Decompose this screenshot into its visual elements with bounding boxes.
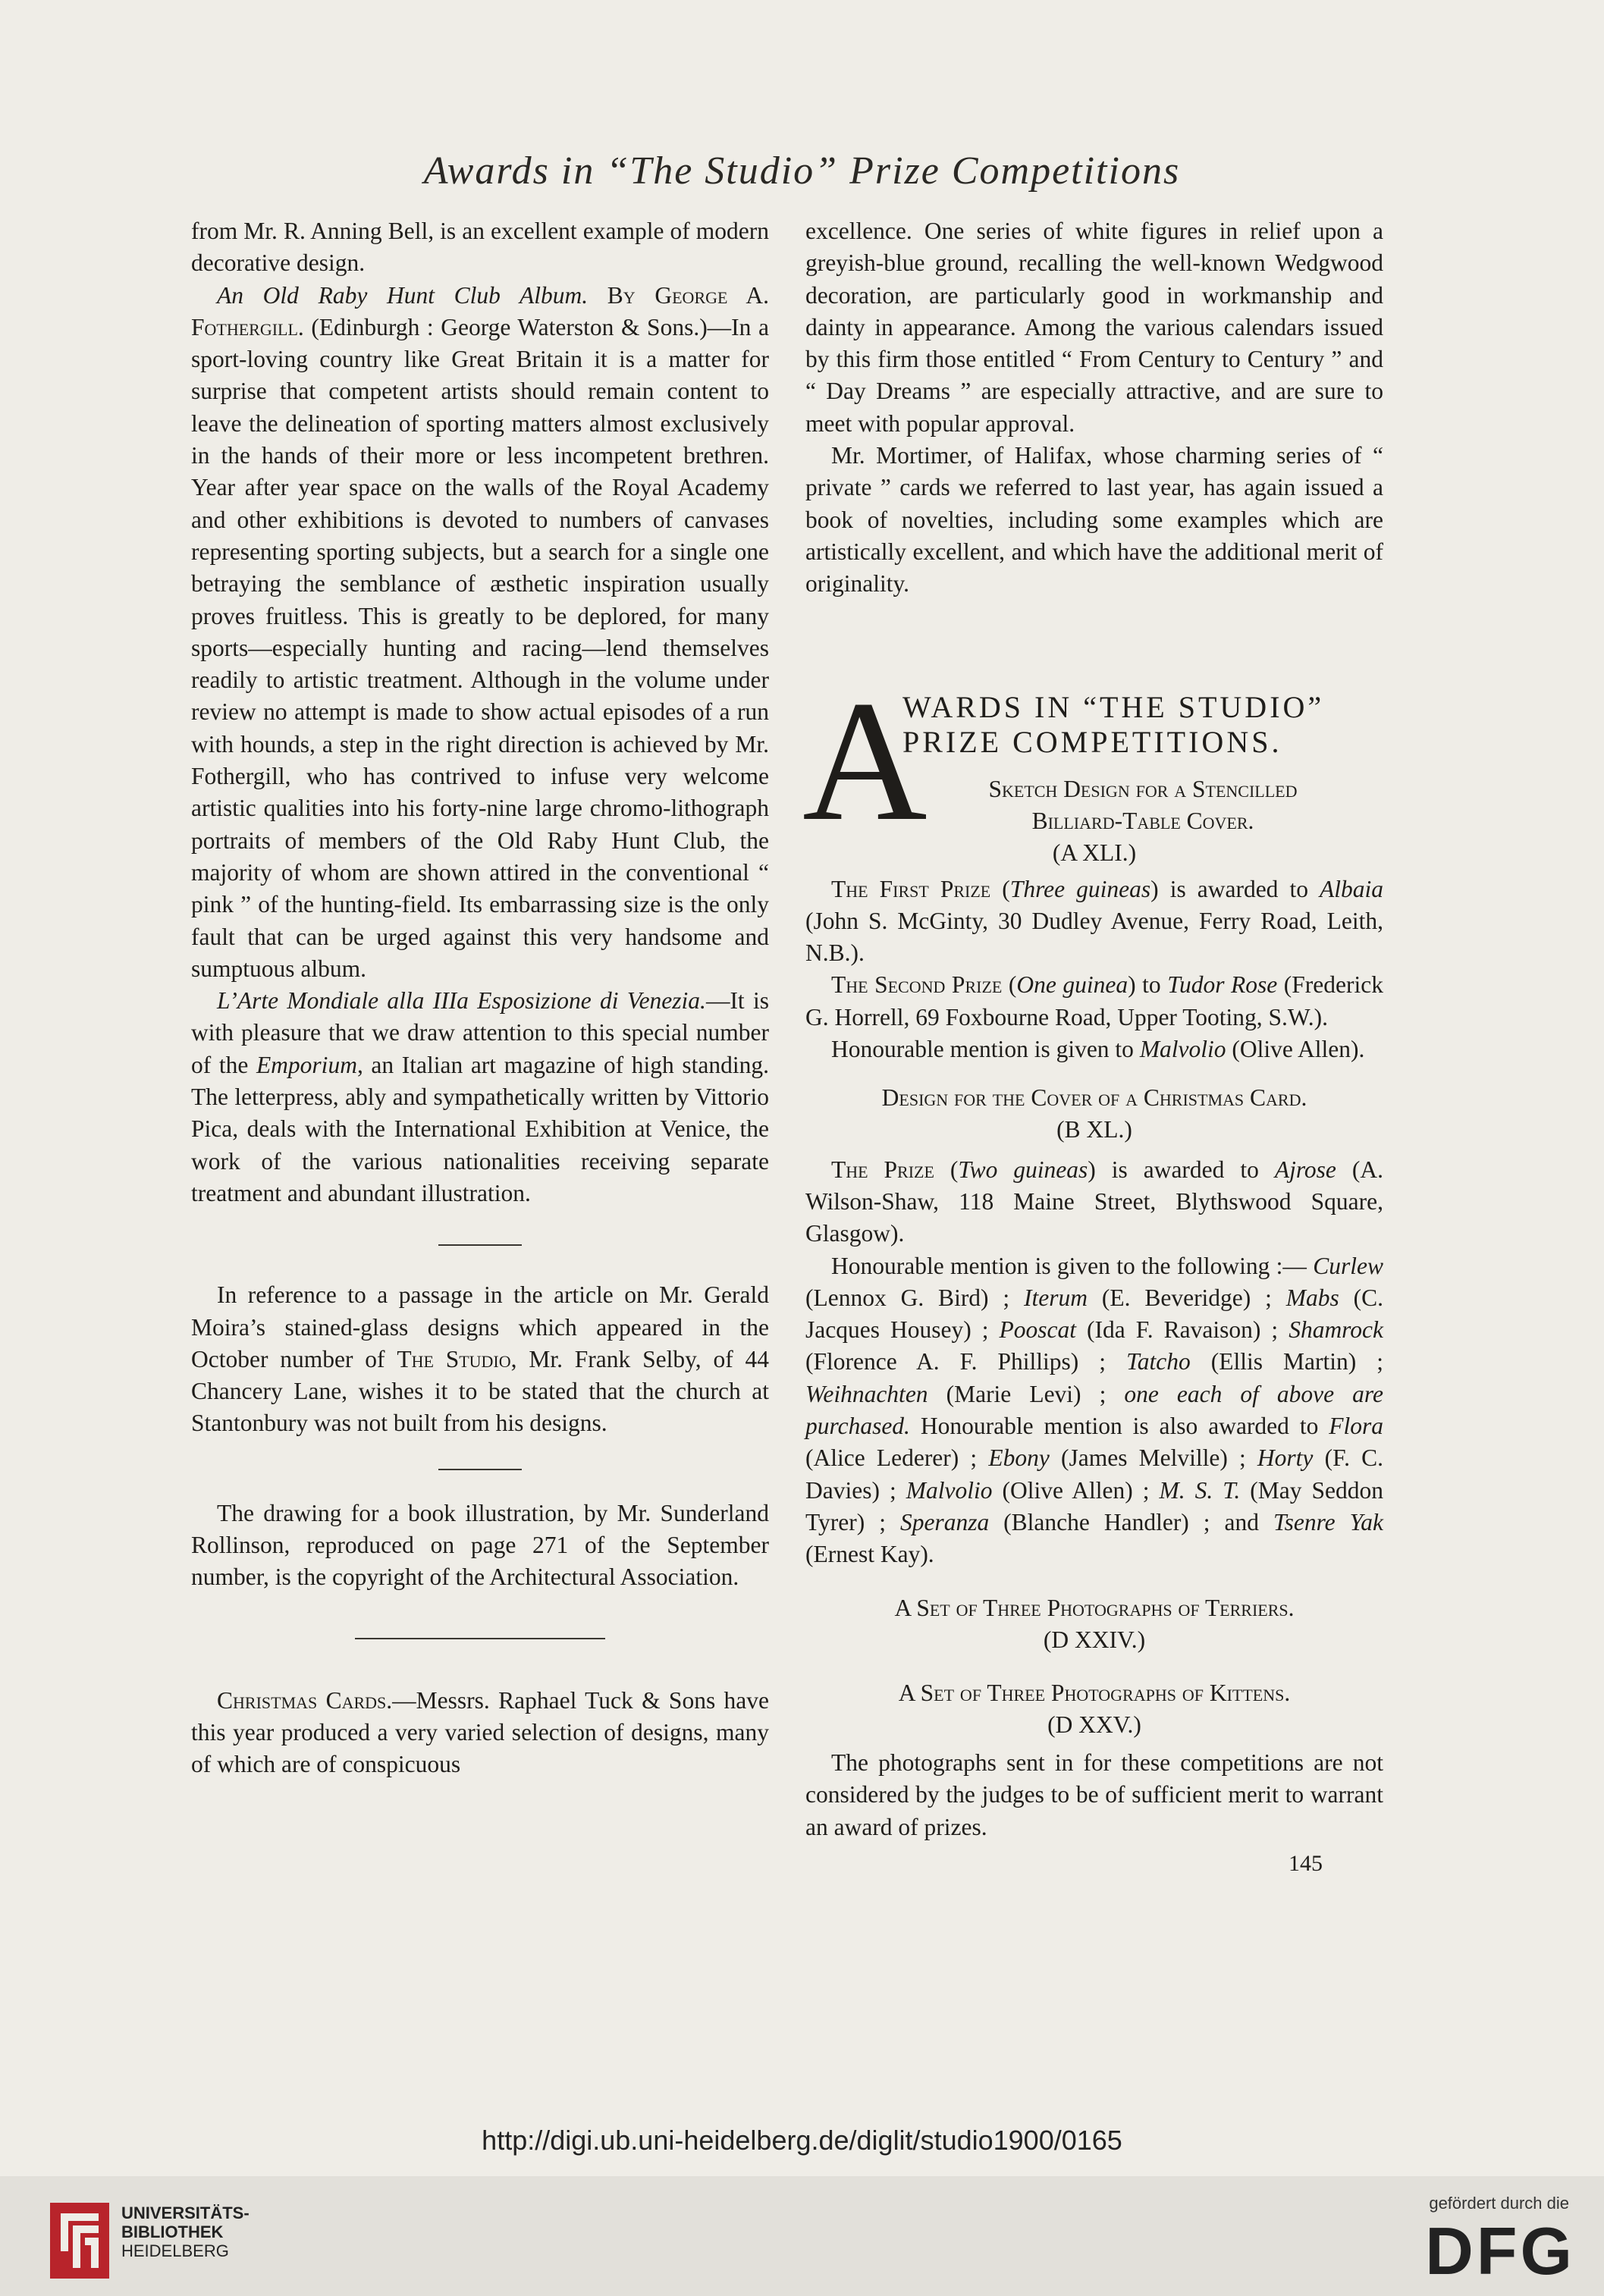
entrant-pseudonym: Mabs — [1285, 1284, 1339, 1311]
competition-title: A Set of Three Photographs of Kittens. — [898, 1679, 1291, 1706]
text: (Lennox G. Bird) ; — [805, 1284, 1025, 1311]
purchase-note: one each of above are purchased. — [805, 1380, 1384, 1440]
text: (James Melville) ; — [1049, 1444, 1257, 1472]
paragraph-body: —It is with pleasure that we draw attention to this special number of the — [191, 987, 769, 1078]
text: ) is awarded to — [1088, 1156, 1275, 1183]
text: (Marie Levi) ; — [928, 1380, 1125, 1407]
section-rule — [438, 1244, 522, 1246]
entrant-pseudonym: Iterum — [1024, 1284, 1088, 1311]
heading-line: WARDS IN “THE STUDIO” — [902, 689, 1325, 724]
prize-amount: One guinea — [1016, 971, 1128, 999]
text: (A. Wilson-Shaw, 118 Maine Street, Blythswood Square, Glasgow). — [805, 1156, 1383, 1247]
paragraph: Mr. Mortimer, of Halifax, whose charming series of “ private ” cards we referred to last year, has again issued a book of novelties, including some examples which are artistically excellent, and which have the additional merit of originality. — [805, 442, 1383, 598]
entrant-pseudonym: Pooscat — [999, 1316, 1076, 1344]
text: (F. C. Davies) ; — [805, 1444, 1383, 1504]
winner-pseudonym: Tudor Rose — [1167, 971, 1278, 999]
dfg-logo-icon: DFG — [1425, 2213, 1575, 2288]
paragraph: The First Prize (Three guineas) is awarded to Albaia (John S. McGinty, 30 Dudley Avenue, Ferry Road, Leith, N.B.). — [805, 875, 1384, 967]
university-library-logo-icon — [50, 2203, 109, 2279]
library-name-line: HEIDELBERG — [121, 2241, 229, 2260]
library-name — [121, 2203, 250, 2260]
text: (E. Beveridge) ; — [1088, 1284, 1286, 1311]
entrant-pseudonym: Tatcho — [1126, 1348, 1191, 1375]
competition-code: (D XXIV.) — [1043, 1626, 1146, 1653]
entrant-pseudonym: Horty — [1257, 1444, 1314, 1472]
competition-title: A Set of Three Photographs of Terriers. — [894, 1594, 1295, 1621]
competition-code: (D XXV.) — [1047, 1711, 1141, 1738]
text: (Blanche Handler) ; and — [989, 1508, 1273, 1535]
magazine-title: The Studio — [397, 1345, 511, 1372]
paragraph — [805, 1250, 1383, 1571]
paragraph-label: Christmas Cards. — [217, 1686, 393, 1714]
text: (Olive Allen) ; — [992, 1476, 1160, 1504]
text: (C. Jacques Housey) ; — [805, 1284, 1384, 1344]
paragraph: The Prize (Two guineas) is awarded to Ajrose (A. Wilson-Shaw, 118 Maine Street, Blythswood Square, Glasgow). — [805, 1156, 1383, 1247]
paragraph-body: (Edinburgh : George Waterston & Sons.)—In a sport-loving country like Great Britain it is a matter for surprise that competent artists should remain content to leave the delineation of sporting matters almost exclusively in the hands of their more or less incompetent brethren. Year after year space on the walls of the Royal Academy and other exhibitions is devoted to numbers of canvases representing sporting subjects, but a search for a single one betraying the semblance of æsthetic inspiration usually proves fruitless. This is greatly to be deplored, for many sports—especially hunting and racing—lend themselves readily to artistic treatment. Although in the volume under review no attempt is made to show actual episodes of a run with hounds, a step in the right direction is achieved by Mr. Fothergill, who has contrived to infuse very welcome artistic qualities into his forty-nine large chromo-lithograph portraits of members of the Old Raby Hunt Club, the majority of whom are shown attired in the conventional “ pink ” of the hunting-field. Its embarrassing size is the only fault that can be urged against this very handsome and sumptuous album. — [191, 313, 770, 982]
text: (Ellis Martin) ; — [1190, 1348, 1383, 1375]
text: (Alice Lederer) ; — [805, 1444, 989, 1472]
prize-amount: Three guineas — [1009, 875, 1151, 902]
winner-pseudonym: Ajrose — [1274, 1156, 1336, 1183]
paragraph — [191, 280, 769, 986]
entrant-pseudonym: Tsenre Yak — [1273, 1508, 1383, 1535]
text: (Ernest Kay). — [805, 1541, 934, 1568]
drop-cap: A — [802, 665, 928, 857]
paragraph — [191, 1685, 769, 1781]
right-column — [802, 215, 1384, 1880]
text: Honourable mention is also awarded to — [909, 1413, 1329, 1440]
text: (Olive Allen). — [1226, 1036, 1365, 1063]
paragraph: from Mr. R. Anning Bell, is an excellent example of modern decorative design. — [191, 218, 769, 277]
competition-title: Sketch Design for a Stencilled — [988, 775, 1298, 802]
text: (Ida F. Ravaison) ; — [1076, 1316, 1289, 1344]
paragraph-body: , Mr. Frank Selby, of 44 Chancery Lane, wishes it to be stated that the church at Stantonbury was not built from his designs. — [191, 1345, 769, 1437]
paragraph — [191, 985, 769, 1209]
book-title: L’Arte Mondiale alla IIIa Esposizione di Venezia. — [217, 987, 706, 1015]
paragraph-body: , an Italian art magazine of high standing. The letterpress, ably and sympathetically written by Vittorio Pica, deals with the International Exhibition at Venice, the work of the various nationalities receiving separate treatment and abundant illustration. — [191, 1051, 769, 1206]
magazine-title: Emporium — [256, 1051, 357, 1078]
entrant-pseudonym: Curlew — [1313, 1252, 1383, 1279]
competition-title: Billiard-Table Cover. — [1031, 807, 1254, 834]
text: Honourable mention is given to — [831, 1036, 1140, 1063]
prize-amount: Two guineas — [958, 1156, 1088, 1183]
funding-caption: gefördert durch die — [1429, 2194, 1569, 2213]
permalink-url[interactable]: http://digi.ub.uni-heidelberg.de/diglit/studio1900/0165 — [482, 2125, 1122, 2156]
paragraph: The Second Prize (One guinea) to Tudor Rose (Frederick G. Horrell, 69 Foxbourne Road, Upper Tooting, S.W.). — [805, 971, 1383, 1030]
paragraph-body: —Messrs. Raphael Tuck & Sons have this year produced a very varied selection of designs, many of which are of conspicuous — [191, 1686, 770, 1778]
competition-code: (B XL.) — [1056, 1116, 1132, 1143]
text: Honourable mention is given to the following :— — [831, 1252, 1307, 1279]
winner-pseudonym: Malvolio — [1139, 1036, 1226, 1063]
entrant-pseudonym: Weihnachten — [805, 1380, 928, 1407]
section-rule — [438, 1469, 522, 1470]
paragraph — [805, 1034, 1383, 1065]
text: (Frederick G. Horrell, 69 Foxbourne Road, Upper Tooting, S.W.). — [805, 971, 1383, 1030]
page-number: 145 — [1289, 1850, 1323, 1876]
left-column — [191, 215, 769, 1780]
section-heading — [802, 665, 1383, 869]
text: (May Seddon Tyrer) ; — [805, 1476, 1384, 1535]
entrant-pseudonym: Flora — [1329, 1413, 1383, 1440]
library-name-line: BIBLIOTHEK — [121, 2222, 224, 2241]
text: (John S. McGinty, 30 Dudley Avenue, Ferry Road, Leith, N.B.). — [805, 907, 1383, 967]
text: ) is awarded to — [1150, 875, 1320, 902]
text: ) to — [1128, 971, 1168, 999]
running-head: Awards in “The Studio” Prize Competitions — [423, 149, 1181, 193]
prize-label: The Second Prize — [831, 971, 1003, 999]
entrant-pseudonym: Shamrock — [1289, 1316, 1383, 1344]
entrant-pseudonym: Ebony — [988, 1444, 1050, 1472]
winner-pseudonym: Albaia — [1320, 875, 1384, 902]
competition-title: Design for the Cover of a Christmas Card. — [881, 1084, 1307, 1112]
paragraph: excellence. One series of white figures in relief upon a greyish-blue ground, recalling the well-known Wedgwood decoration, are particularly good in workmanship and dainty in appearance. Among the various calendars issued by this firm those entitled “ From Century to Century ” and “ Day Dreams ” are especially attractive, and are sure to meet with popular approval. — [805, 218, 1383, 437]
prize-label: The Prize — [831, 1156, 934, 1183]
paragraph — [191, 1279, 769, 1439]
text: (Florence A. F. Phillips) ; — [805, 1348, 1127, 1375]
book-title: An Old Raby Hunt Club Album. — [217, 281, 589, 309]
entrant-pseudonym: Speranza — [899, 1508, 990, 1535]
competition-code: (A XLI.) — [1052, 839, 1137, 866]
section-rule — [355, 1638, 605, 1639]
heading-line: PRIZE COMPETITIONS. — [902, 724, 1282, 759]
paragraph: The drawing for a book illustration, by Mr. Sunderland Rollinson, reproduced on page 271 of the September number, is the copyright of the Architectural Association. — [191, 1499, 769, 1591]
prize-label: The First Prize — [831, 875, 991, 902]
book-author: By George A. Fothergill. — [191, 281, 769, 340]
library-name-line: UNIVERSITÄTS- — [121, 2203, 250, 2222]
paragraph-body: In reference to a passage in the article on Mr. Gerald Moira’s stained-glass designs which appeared in the October number of — [191, 1281, 769, 1372]
entrant-pseudonym: M. S. T. — [1159, 1476, 1241, 1504]
paragraph: The photographs sent in for these competitions are not considered by the judges to be of sufficient merit to warrant an award of prizes. — [805, 1749, 1383, 1840]
entrant-pseudonym: Malvolio — [906, 1476, 993, 1504]
